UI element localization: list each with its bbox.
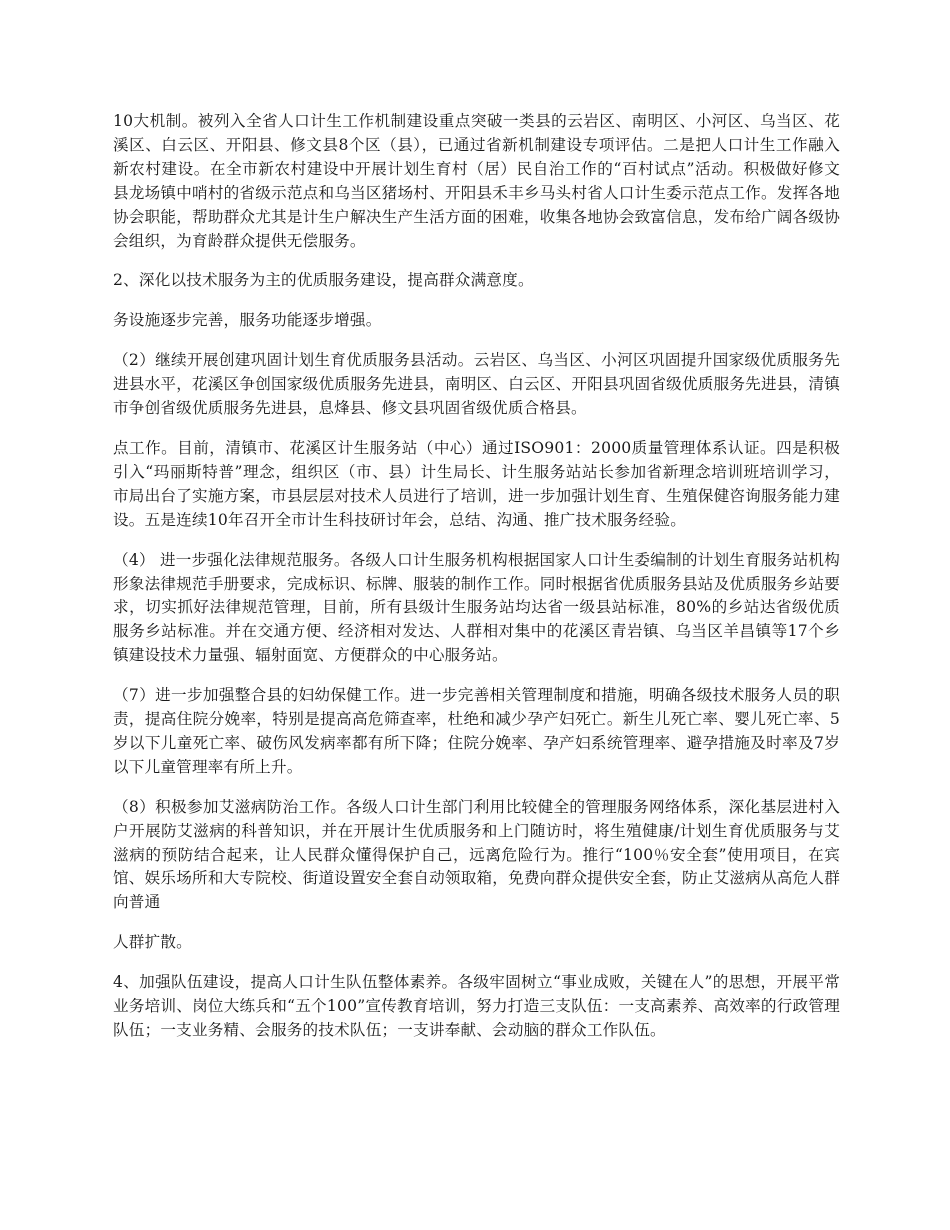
paragraph-maternal-health: （7）进一步加强整合县的妇幼保健工作。进一步完善相关管理制度和措施，明确各级技术服务人员的职责，提高住院分娩率，特别是提高高危筛查率，杜绝和减少孕产妇死亡。新生儿死亡率、婴儿死亡率、5岁以下儿童死亡率、破伤风发病率都有所下降；住院分娩率、孕产妇系统管理率、避孕措施及时率及7岁以下儿童管理率有所上升。 xyxy=(113,686,840,776)
paragraph-aids-prevention: （8）积极参加艾滋病防治工作。各级人口计生部门利用比较健全的管理服务网络体系，深化基层进村入户开展防艾滋病的科普知识，并在开展计生优质服务和上门随访时，将生殖健康/计划生育优质服务与艾滋病的预防结合起来，让人民群众懂得保护自己，远离危险行为。推行“100％安全套”使用项目，在宾馆、娱乐场所和大专院校、街道设置安全套自动领取箱，免费向群众提供安全套，防止艾滋病从高危人群向普通 xyxy=(113,797,840,912)
paragraph-pilot-work: 点工作。目前，清镇市、花溪区计生服务站（中心）通过ISO901：2000质量管理体系认证。四是积极引入“玛丽斯特普”理念，组织区（市、县）计生局长、计生服务站站长参加省新理念培训班培训学习，市局出台了实施方案，市县层层对技术人员进行了培训，进一步加强计划生育、生殖保健咨询服务能力建设。五是连续10年召开全市计生科技研讨年会，总结、沟通、推广技术服务经验。 xyxy=(113,438,840,529)
paragraph-team-building: 4、加强队伍建设，提高人口计生队伍整体素养。各级牢固树立“事业成败，关键在人”的思想，开展平常业务培训、岗位大练兵和“五个100”宣传教育培训，努力打造三支队伍：一支高素养、高效率的行政管理队伍；一支业务精、会服务的技术队伍；一支讲奉献、会动脑的群众工作队伍。 xyxy=(113,973,840,1039)
paragraph-legal-standard: （4） 进一步强化法律规范服务。各级人口计生服务机构根据国家人口计生委编制的计划生育服务站机构形象法律规范手册要求，完成标识、标牌、服装的制作工作。同时根据省优质服务县站及优质服务乡站要求，切实抓好法律规范管理，目前，所有县级计生服务站均达省一级县站标准，80%的乡站达省级优质服务乡站标准。并在交通方便、经济相对发达、人群相对集中的花溪区青岩镇、乌当区羊昌镇等17个乡镇建设技术力量强、辐射面宽、方便群众的中心服务站。 xyxy=(113,550,840,665)
paragraph-mechanism: 10大机制。被列入全省人口计生工作机制建设重点突破一类县的云岩区、南明区、小河区、乌当区、花溪区、白云区、开阳县、修文县8个区（县），已通过省新机制建设专项评估。二是把人口计生工作融入新农村建设。在全市新农村建设中开展计划生育村（居）民自治工作的“百村试点”活动。积极做好修文县龙场镇中哨村的省级示范点和乌当区猪场村、开阳县禾丰乡马头村省人口计生委示范点工作。发挥各地协会职能，帮助群众尤其是计生户解决生产生活方面的困难，收集各地协会致富信息，发布给广阔各级协会组织，为育龄群众提供无偿服务。 xyxy=(113,112,840,250)
paragraph-model-county: （2）继续开展创建巩固计划生育优质服务县活动。云岩区、乌当区、小河区巩固提升国家级优质服务先进县水平，花溪区争创国家级优质服务先进县，南明区、白云区、开阳县巩固省级优质服务先进县，清镇市争创省级优质服务先进县，息烽县、修文县巩固省级优质合格县。 xyxy=(113,351,840,418)
paragraph-quality-service-heading: 2、深化以技术服务为主的优质服务建设，提高群众满意度。 xyxy=(113,271,534,290)
paragraph-service-facilities: 务设施逐步完善，服务功能逐步增强。 xyxy=(113,311,382,330)
paragraph-aids-continuation: 人群扩散。 xyxy=(113,933,192,952)
